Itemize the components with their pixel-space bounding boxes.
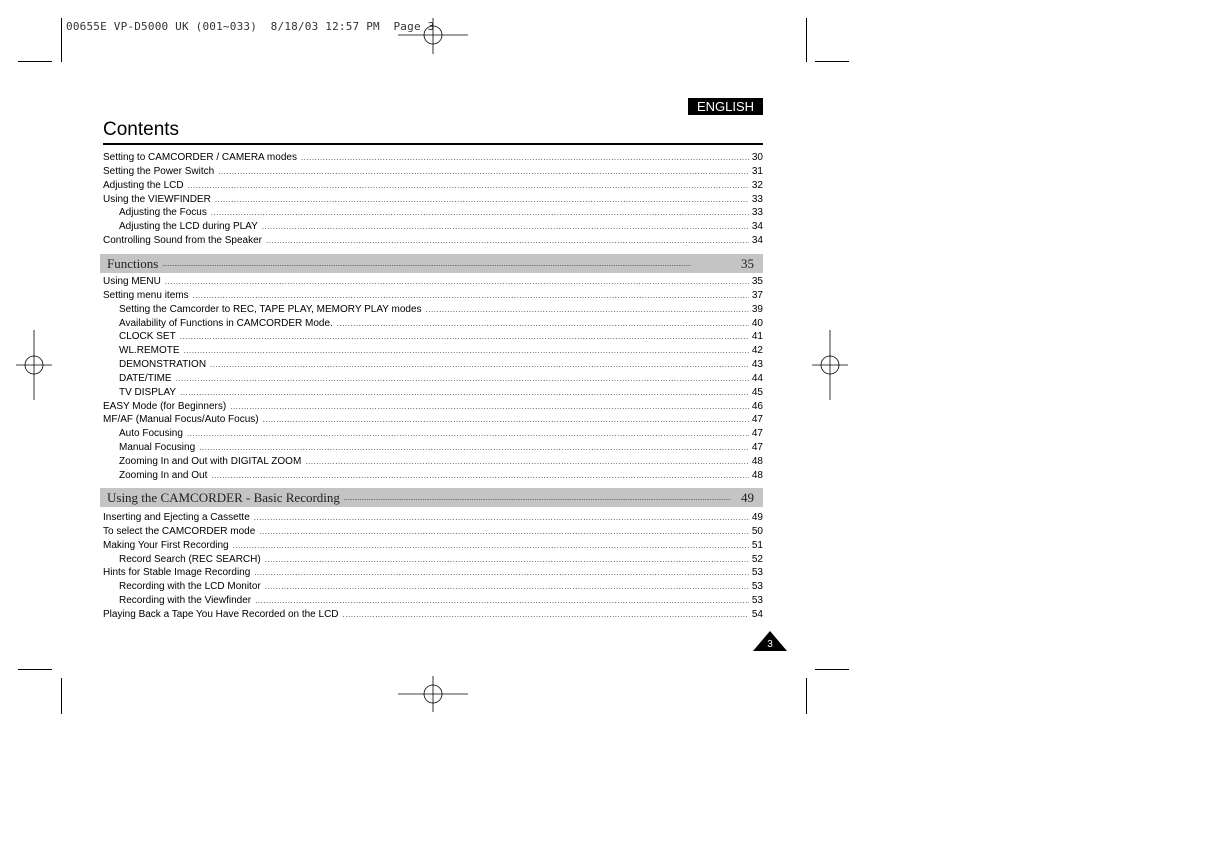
toc-group-2 (103, 275, 763, 483)
toc-entry[interactable]: Making Your First Recording ..... 51 (103, 539, 763, 553)
crop-mark (18, 669, 52, 670)
toc-entry[interactable]: To select the CAMCORDER mode ..... 50 (103, 525, 763, 539)
page-number: 3 (767, 639, 773, 650)
toc-subentry[interactable]: Availability of Functions in CAMCORDER Mode. ..... 40 (103, 317, 763, 331)
crop-mark (61, 18, 62, 62)
toc-entry[interactable]: MF/AF (Manual Focus/Auto Focus) ..... 47 (103, 413, 763, 427)
toc-subentry[interactable]: TV DISPLAY ..... 45 (103, 386, 763, 400)
toc-entry[interactable]: Controlling Sound from the Speaker ..... 34 (103, 234, 763, 248)
page-number-badge (752, 630, 788, 652)
toc-subentry[interactable]: Adjusting the LCD during PLAY ..... 34 (103, 220, 763, 234)
toc-entry[interactable]: Setting the Power Switch ..... 31 (103, 165, 763, 179)
crop-mark (806, 678, 807, 714)
toc-entry[interactable]: Playing Back a Tape You Have Recorded on the LCD ..... 54 (103, 608, 763, 622)
toc-subentry[interactable]: Manual Focusing ..... 47 (103, 441, 763, 455)
crop-mark (815, 669, 849, 670)
crop-mark (806, 18, 807, 62)
toc-subentry[interactable]: DATE/TIME ..... 44 (103, 372, 763, 386)
toc-subentry[interactable]: WL.REMOTE ..... 42 (103, 344, 763, 358)
toc-subentry[interactable]: DEMONSTRATION ..... 43 (103, 358, 763, 372)
crop-mark (18, 61, 52, 62)
toc-subentry[interactable]: Adjusting the Focus ..... 33 (103, 206, 763, 220)
toc-entry[interactable]: Using the VIEWFINDER ..... 33 (103, 193, 763, 207)
section-header-functions[interactable]: Functions ..... 35 (100, 254, 763, 273)
toc-subentry[interactable]: Recording with the Viewfinder ..... 53 (103, 594, 763, 608)
crop-mark (815, 61, 849, 62)
toc-group-3 (103, 511, 763, 622)
toc-entry[interactable]: EASY Mode (for Beginners) ..... 46 (103, 400, 763, 414)
title-divider (103, 143, 763, 145)
page-title: Contents (103, 119, 180, 140)
crop-mark (61, 678, 62, 714)
toc-subentry[interactable]: Zooming In and Out with DIGITAL ZOOM ..... 48 (103, 455, 763, 469)
toc-subentry[interactable]: Record Search (REC SEARCH) ..... 52 (103, 553, 763, 567)
toc-subentry[interactable]: CLOCK SET ..... 41 (103, 330, 763, 344)
print-slug: 00655E VP-D5000 UK (001~033) 8/18/03 12:57 PM Page 3 (66, 20, 435, 33)
toc-subentry[interactable]: Zooming In and Out ..... 48 (103, 469, 763, 483)
toc-entry[interactable]: Setting menu items ..... 37 (103, 289, 763, 303)
registration-mark-right (812, 330, 848, 400)
section-header-basic-recording[interactable]: Using the CAMCORDER - Basic Recording ..... 49 (100, 488, 763, 507)
toc-entry[interactable]: Adjusting the LCD ..... 32 (103, 179, 763, 193)
toc-group-1 (103, 151, 763, 248)
registration-mark-left (16, 330, 52, 400)
toc-subentry[interactable]: Recording with the LCD Monitor ..... 53 (103, 580, 763, 594)
toc-entry[interactable]: Inserting and Ejecting a Cassette ..... 49 (103, 511, 763, 525)
toc-entry[interactable]: Hints for Stable Image Recording ..... 53 (103, 566, 763, 580)
toc-entry[interactable]: Setting to CAMCORDER / CAMERA modes ..... 30 (103, 151, 763, 165)
registration-mark-top (398, 18, 468, 54)
toc-subentry[interactable]: Setting the Camcorder to REC, TAPE PLAY, MEMORY PLAY modes ..... 39 (103, 303, 763, 317)
registration-mark-bottom (398, 676, 468, 712)
toc-subentry[interactable]: Auto Focusing ..... 47 (103, 427, 763, 441)
language-tab: ENGLISH (688, 98, 763, 115)
toc-entry[interactable]: Using MENU ..... 35 (103, 275, 763, 289)
